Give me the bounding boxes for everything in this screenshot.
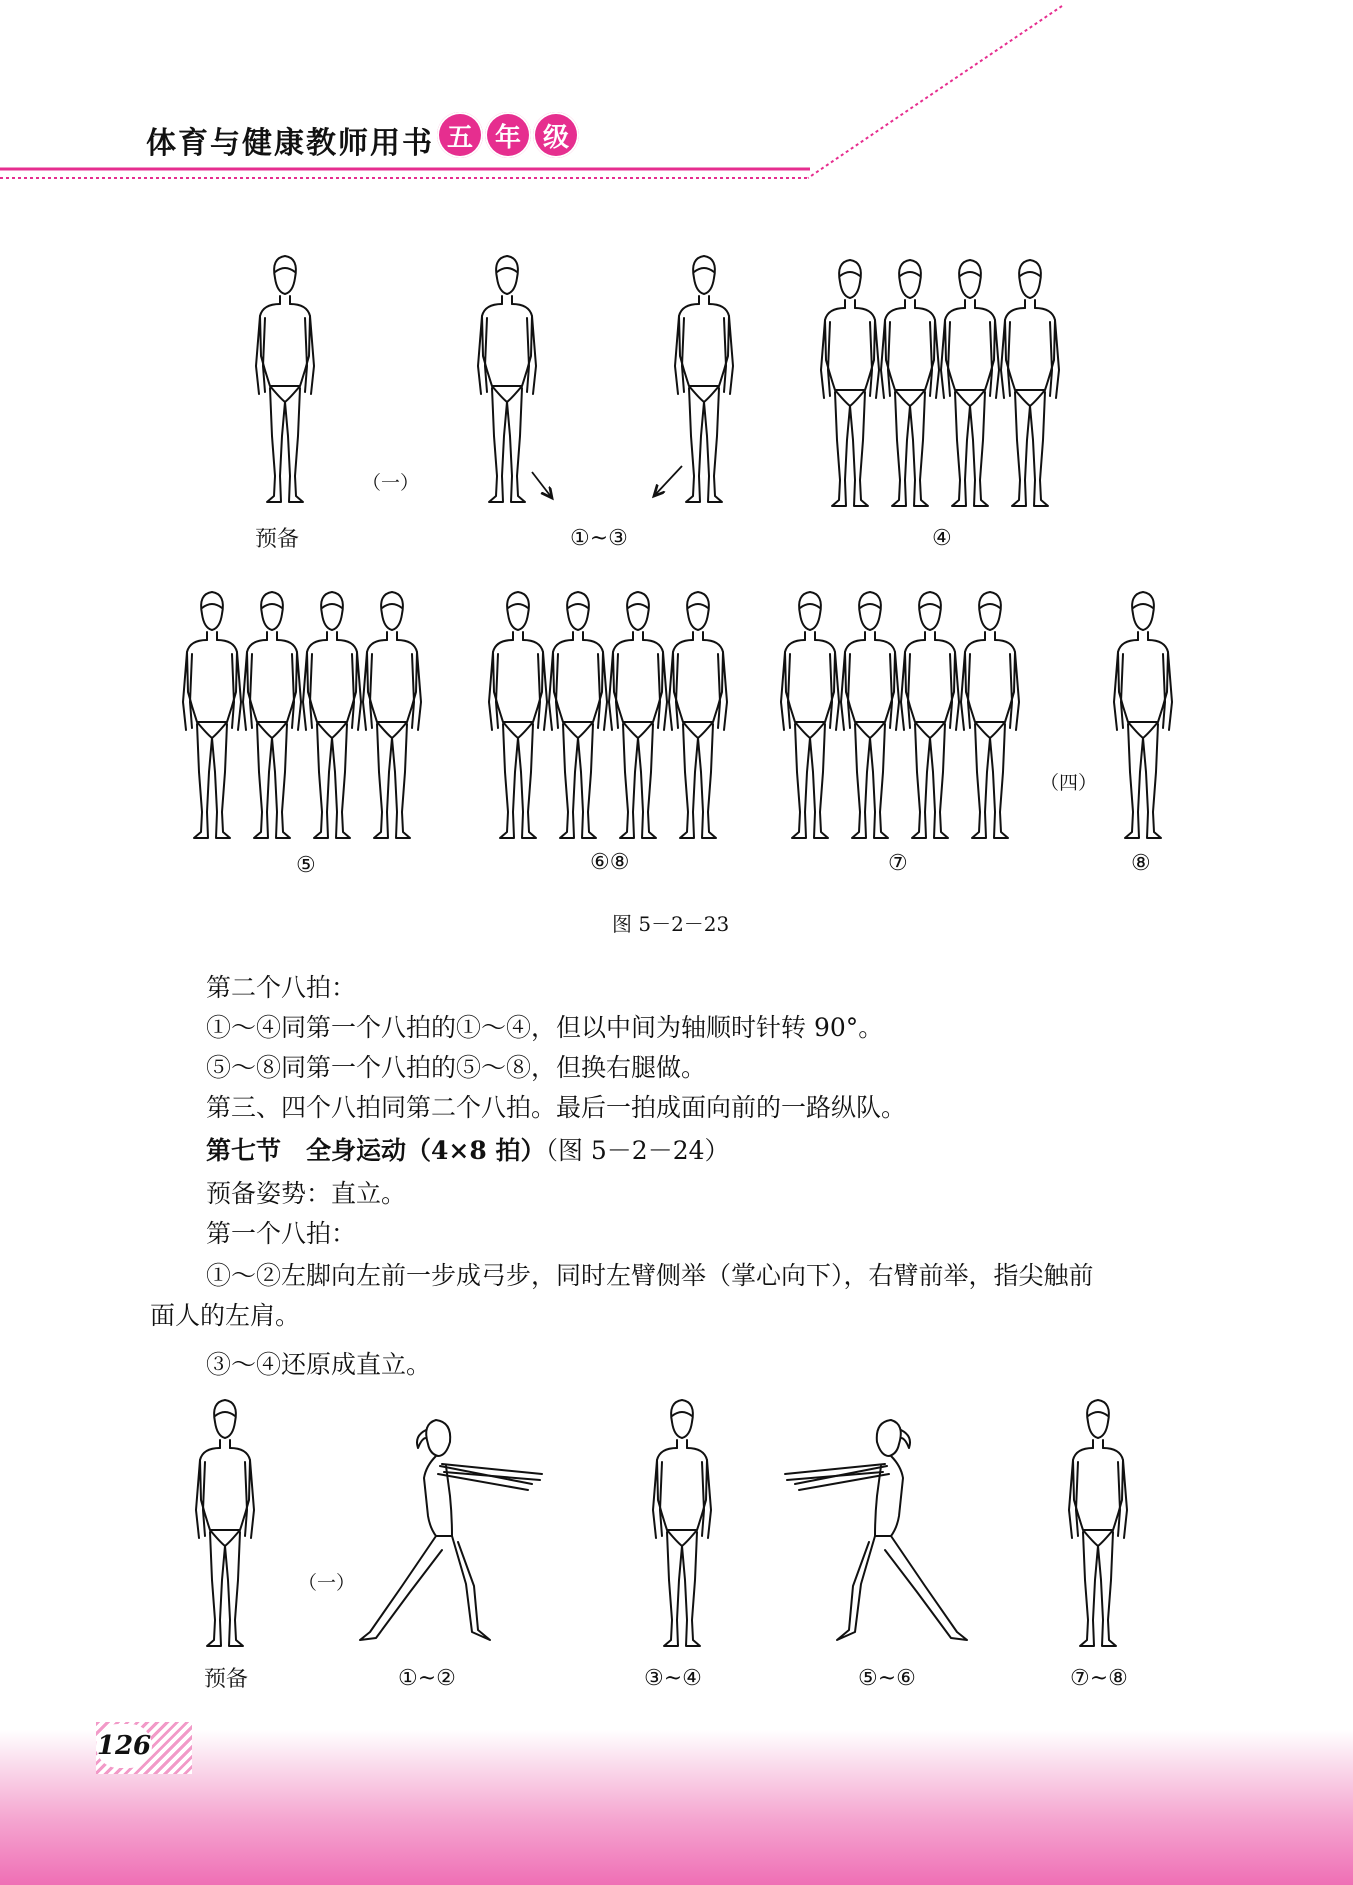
book-title: 体育与健康教师用书	[146, 126, 434, 161]
paragraph: 第一个八拍：	[206, 1219, 357, 1248]
figure-column	[669, 592, 727, 838]
arrow-right	[654, 466, 682, 496]
figure-ready	[196, 1400, 254, 1646]
section-heading-line	[206, 1131, 730, 1171]
paragraph: 预备姿势：直立。	[206, 1179, 407, 1208]
caption-beats-3-4: ③~④	[644, 1666, 702, 1691]
section-marker: （四）	[1040, 772, 1098, 794]
figure-column	[941, 260, 999, 506]
paragraph: ①～②左脚向左前一步成弓步，同时左臂侧举（掌心向下），右臂前举，指尖触前	[206, 1261, 1094, 1290]
figure-step-right	[675, 256, 733, 502]
section-figure-ref: （图 5－2－24）	[545, 1136, 730, 1165]
figure-stand	[1069, 1400, 1127, 1646]
grade-badge-char: 五	[437, 112, 483, 158]
caption-beats-1-3: ①~③	[570, 526, 628, 551]
figure-caption: 图 5－2－23	[612, 912, 730, 936]
figure-final	[1114, 592, 1172, 838]
caption-beat-7: ⑦	[888, 851, 908, 876]
paragraph: 第三、四个八拍同第二个八拍。最后一拍成面向前的一路纵队。	[206, 1093, 907, 1122]
caption-beats-7-8: ⑦~⑧	[1070, 1666, 1128, 1691]
figure-column	[549, 592, 607, 838]
section-heading: 第七节 全身运动（4×8 拍）	[206, 1136, 546, 1165]
figure-column	[183, 592, 241, 838]
caption-beats-6-8: ⑥⑧	[590, 850, 630, 875]
figure-column	[243, 592, 301, 838]
figure-column	[841, 592, 899, 838]
figure-lunge-left	[360, 1420, 542, 1640]
figure-stand	[653, 1400, 711, 1646]
caption-beats-1-2: ①~②	[398, 1666, 456, 1691]
figure-column	[363, 592, 421, 838]
figure-column	[901, 592, 959, 838]
paragraph: ①～④同第一个八拍的①～④，但以中间为轴顺时针转 90°。	[206, 1013, 884, 1042]
figure-column	[609, 592, 667, 838]
caption-beat-8: ⑧	[1131, 851, 1151, 876]
figure-column	[489, 592, 547, 838]
section-marker: （一）	[298, 1572, 356, 1594]
figure-ready	[256, 256, 314, 502]
figure-step-left	[478, 256, 536, 502]
caption-ready: 预备	[255, 527, 300, 552]
figure-column	[821, 260, 879, 506]
caption-beats-5-6: ⑤~⑥	[858, 1666, 916, 1691]
caption-beat-4: ④	[932, 526, 952, 551]
caption-ready: 预备	[204, 1667, 249, 1692]
figure-column	[881, 260, 939, 506]
paragraph: 第二个八拍：	[206, 973, 357, 1002]
grade-badge-char: 级	[533, 112, 579, 158]
figure-column	[303, 592, 361, 838]
caption-beat-5: ⑤	[296, 853, 316, 878]
figure-column	[781, 592, 839, 838]
paragraph: 面人的左肩。	[150, 1301, 301, 1330]
page-number: 126	[96, 1724, 152, 1768]
paragraph: ⑤～⑧同第一个八拍的⑤～⑧，但换右腿做。	[206, 1053, 707, 1082]
footer-band	[0, 1730, 1353, 1885]
paragraph: ③～④还原成直立。	[206, 1350, 432, 1379]
figure-lunge-right	[785, 1420, 967, 1640]
figure-column	[961, 592, 1019, 838]
figure-column	[1001, 260, 1059, 506]
section-marker: （一）	[362, 472, 420, 494]
arrow-left	[532, 472, 552, 498]
grade-badge-char: 年	[485, 112, 531, 158]
